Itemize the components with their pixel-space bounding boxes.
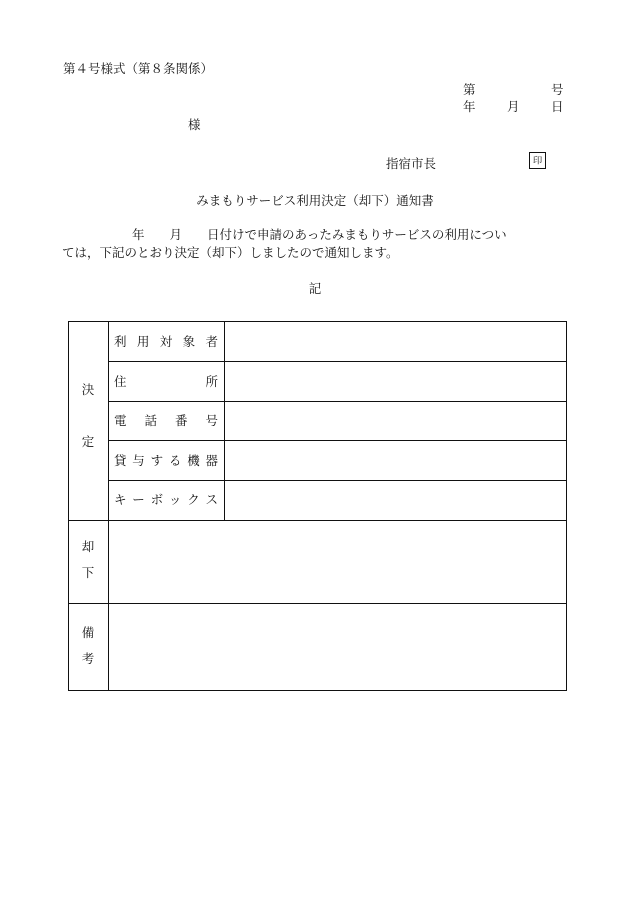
number-suffix: 号 bbox=[551, 82, 564, 97]
issuer-name: 指宿市長 bbox=[386, 156, 437, 171]
rejection-label: 却 下 bbox=[81, 539, 95, 580]
number-prefix: 第 bbox=[463, 82, 476, 97]
row-label-target-user: 利 用 対 象 者 bbox=[114, 334, 218, 349]
seal-mark: 印 bbox=[529, 152, 546, 169]
date-month: 月 bbox=[507, 99, 520, 114]
row-label-lent-device: 貸 与 す る 機 器 bbox=[114, 453, 218, 468]
body-line-2: ては，下記のとおり決定（却下）しましたので通知します。 bbox=[62, 245, 399, 260]
ki-heading: 記 bbox=[308, 281, 322, 296]
addressee-suffix: 様 bbox=[188, 117, 201, 132]
body-line-1: 年 月 日付けで申請のあったみまもりサービスの利用につい bbox=[132, 227, 507, 242]
row-label-address: 住 所 bbox=[114, 374, 218, 389]
remarks-label: 備 考 bbox=[81, 625, 95, 666]
row-label-phone: 電 話 番 号 bbox=[114, 413, 218, 428]
date-day: 日 bbox=[551, 99, 564, 114]
row-label-keybox: キ ー ボ ッ ク ス bbox=[114, 492, 218, 507]
form-number: 第４号様式（第８条関係） bbox=[63, 61, 214, 76]
decision-label: 決 定 bbox=[81, 382, 95, 449]
date-year: 年 bbox=[463, 99, 476, 114]
document-title: みまもりサービス利用決定（却下）通知書 bbox=[196, 193, 434, 208]
body-text bbox=[62, 226, 568, 262]
